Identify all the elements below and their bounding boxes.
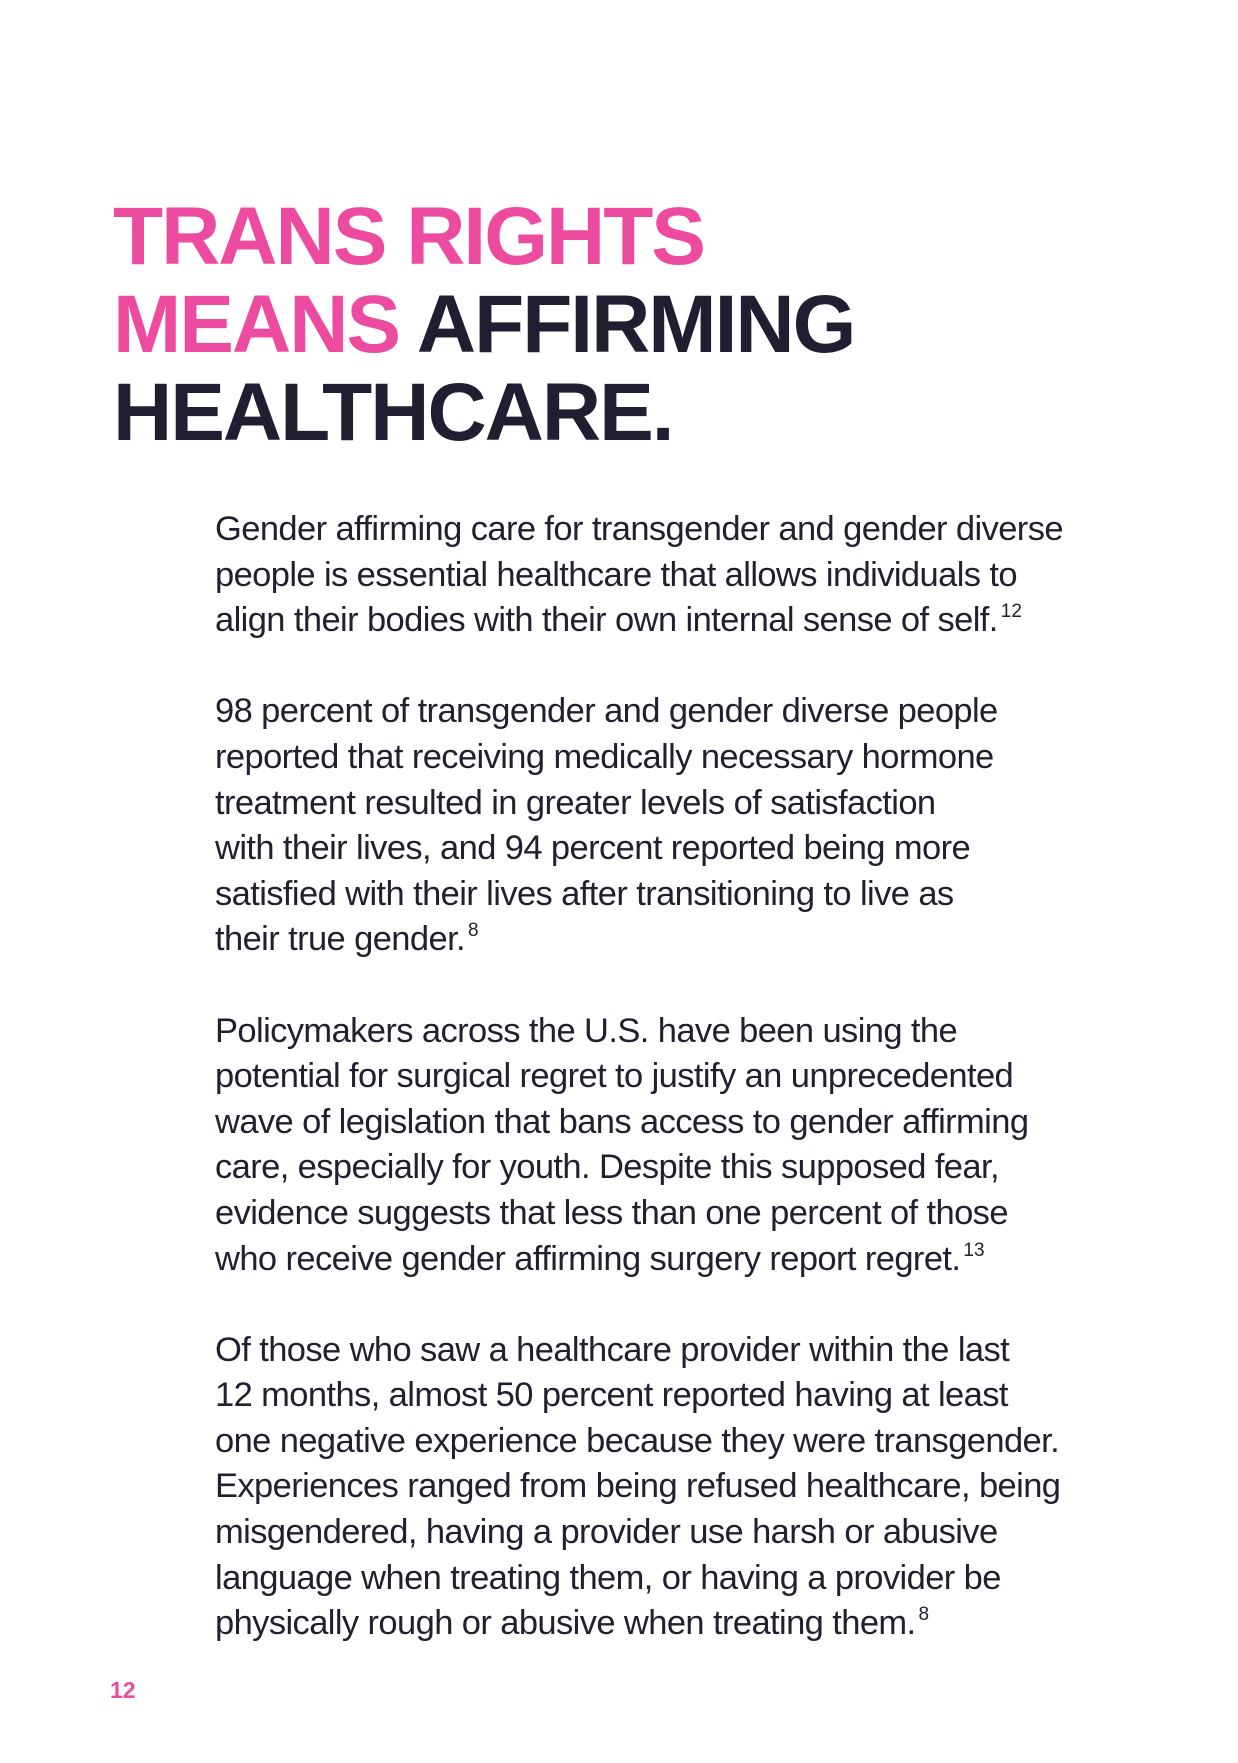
footnote-reference: 12 <box>1000 601 1022 623</box>
paragraph-line: people is essential healthcare that allows individuals to <box>215 555 1017 594</box>
paragraph-line <box>215 598 1215 644</box>
paragraph-line <box>215 1601 1215 1647</box>
paragraph-line: treatment resulted in greater levels of satisfaction <box>215 783 936 822</box>
footnote-reference: 8 <box>918 1604 930 1626</box>
paragraph-policymakers <box>215 1009 1215 1283</box>
paragraph-line-text: who receive gender affirming surgery report regret. <box>215 1239 961 1278</box>
paragraph-line: one negative experience because they were transgender. <box>215 1421 1060 1460</box>
headline-line-1 <box>113 193 854 281</box>
paragraph-line: misgendered, having a provider use harsh or abusive <box>215 1513 998 1552</box>
headline-pink-text-1: TRANS RIGHTS <box>113 191 704 282</box>
paragraph-line: Gender affirming care for transgender and gender diverse <box>215 510 1063 548</box>
paragraph-line: Policymakers across the U.S. have been using the <box>215 1011 958 1050</box>
paragraph-line: 98 percent of transgender and gender diverse people <box>215 692 998 731</box>
paragraph-line: reported that receiving medically necessary hormone <box>215 737 994 776</box>
paragraph-line: evidence suggests that less than one percent of those <box>215 1193 1008 1232</box>
page-headline <box>113 193 854 457</box>
paragraph-gender-affirming-care <box>215 507 1215 644</box>
footnote-reference: 13 <box>963 1239 985 1261</box>
paragraph-line-text: physically rough or abusive when treating them. <box>215 1604 916 1643</box>
paragraph-healthcare-provider <box>215 1328 1215 1647</box>
headline-dark-text-2: AFFIRMING <box>416 279 855 370</box>
headline-line-3 <box>113 369 854 457</box>
paragraph-line: language when treating them, or having a provider be <box>215 1558 1001 1597</box>
paragraph-line-text: align their bodies with their own internal sense of self. <box>215 601 998 640</box>
footnote-reference: 8 <box>468 920 479 942</box>
page-number: 12 <box>110 1677 136 1703</box>
paragraph-line: wave of legislation that bans access to gender affirming <box>215 1102 1029 1141</box>
paragraph-line: 12 months, almost 50 percent reported having at least <box>215 1376 1008 1415</box>
paragraph-line <box>215 1237 1215 1283</box>
headline-dark-text-3: HEALTHCARE. <box>113 367 673 458</box>
headline-pink-text-2: MEANS <box>113 279 400 370</box>
paragraph-hormone-treatment <box>215 689 1215 963</box>
paragraph-line: care, especially for youth. Despite this supposed fear, <box>215 1148 999 1187</box>
paragraph-line: with their lives, and 94 percent reported being more <box>215 829 971 868</box>
body-text <box>215 507 1215 1692</box>
headline-line-2 <box>113 281 854 369</box>
paragraph-line: Of those who saw a healthcare provider within the last <box>215 1330 1010 1369</box>
paragraph-line <box>215 917 1215 963</box>
paragraph-line-text: their true gender. <box>215 920 466 959</box>
paragraph-line: satisfied with their lives after transitioning to live as <box>215 874 954 913</box>
paragraph-line: potential for surgical regret to justify an unprecedented <box>215 1057 1014 1096</box>
paragraph-line: Experiences ranged from being refused healthcare, being <box>215 1467 1061 1506</box>
